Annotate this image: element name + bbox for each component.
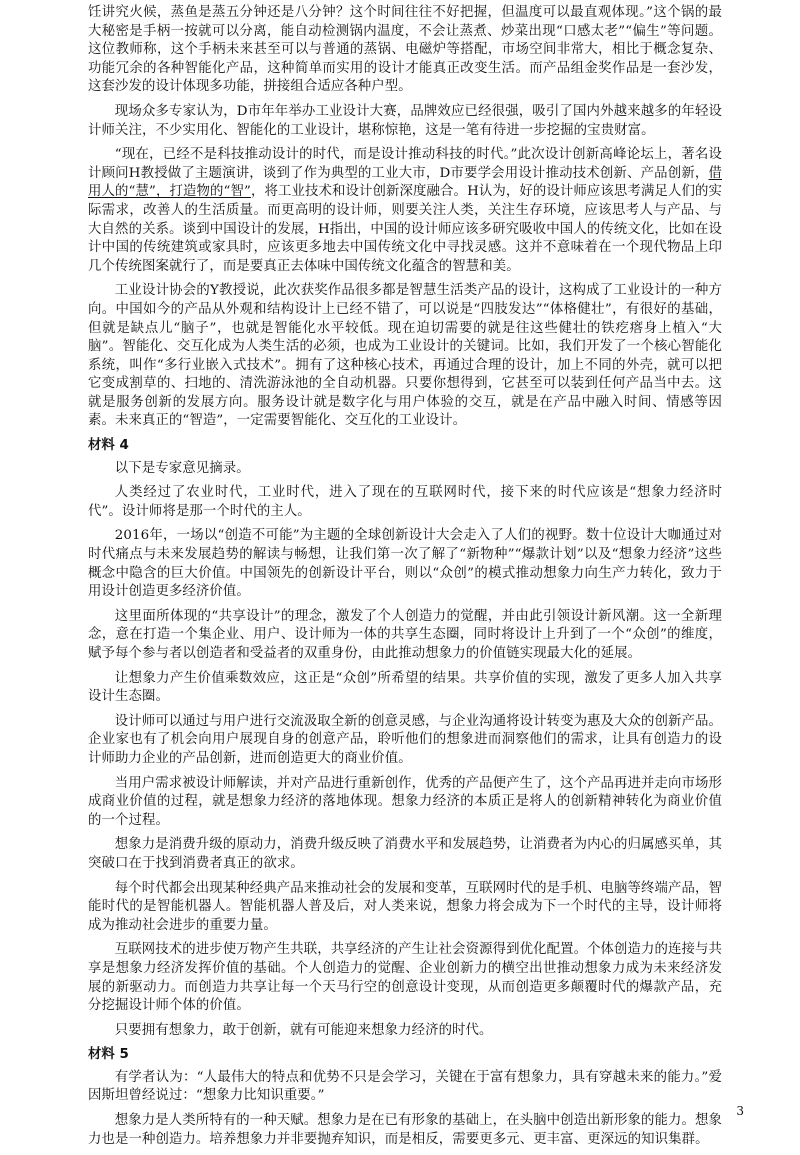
document-page	[88, 4, 722, 1155]
material5-paragraph-2: 想象力是人类所特有的一种天赋。想象力是在已有形象的基础上，在头脑中创造出新形象的能力。想象力也是一种创造力。培养想象力并非要抛弃知识，而是相反，需要更多元、更丰富、更深远的知识集群。	[88, 1113, 722, 1147]
material4-intro: 以下是专家意见摘录。	[114, 460, 250, 476]
material4-paragraph-5: 设计师可以通过与用户进行交流汲取全新的创意灵感，与企业沟通将设计转变为惠及大众的创新产品。企业家也有了机会向用户展现自身的创意产品，聆听他们的想象进而洞察他们的需求，让具有创造力的设计师助力企业的产品创新，进而创造更大的商业价值。	[88, 713, 722, 766]
underlined-phrase: 借用人的“慧”，打造物的“智”	[88, 165, 722, 200]
material3-paragraph-1: 饪讲究火候，蒸鱼是蒸五分钟还是八分钟？这个时间往往不好把握，但温度可以最直观体现。”这个锅的最大秘密是手柄一按就可以分离，能自动检测锅内温度，不会让蒸煮、炒菜出现“口感太老”“偏生”等问题。这位教师称，这个手柄未来甚至可以与普通的蒸锅、电磁炉等搭配，市场空间非常大，相比于概念复杂、功能冗余的各种智能化产品，这种简单而实用的设计才能真正改变生活。而产品组金奖作品是一套沙发，这套沙发的设计体现多功能，拼接组合适应各种户型。	[88, 5, 722, 95]
material4-paragraph-1: 人类经过了农业时代，工业时代，进入了现在的互联网时代，接下来的时代应该是“想象力经济时代”。设计师将是那一个时代的主人。	[88, 485, 722, 519]
material4-paragraph-7: 想象力是消费升级的原动力，消费升级反映了消费水平和发展趋势，让消费者为内心的归属感买单，其突破口在于找到消费者真正的欲求。	[88, 837, 722, 871]
material3-paragraph-3-before: “现在，已经不是科技推动设计的时代，而是设计推动科技的时代。”此次设计创新高峰论坛上，著名设计顾问H教授做了主题演讲，谈到了作为典型的工业大市，D市要学会用设计推动技术创新、产品创新，	[88, 147, 722, 181]
material4-paragraph-10: 只要拥有想象力，敢于创新，就有可能迎来想象力经济的时代。	[114, 1022, 493, 1038]
material5-heading: 材料 5	[88, 1047, 129, 1063]
material4-paragraph-2: 2016年，一场以“创造不可能”为主题的全球创新设计大会走入了人们的视野。数十位设计大咖通过对时代痛点与未来发展趋势的解读与畅想，让我们第一次了解了“新物种”“爆款计划”以及“想象力经济”这些概念中隐含的巨大价值。中国领先的创新设计平台，则以“众创”的模式推动想象力向生产力转化，致力于用设计创造更多经济价值。	[88, 528, 722, 600]
material3-paragraph-3-after: ，将工业技术和设计创新深度融合。H认为，好的设计师应该思考满足人们的实际需求，改善人的生活质量。而更高明的设计师，则要关注人类，关注生存环境，应该思考人与产品、与大自然的关系。谈到中国设计的发展，H指出，中国的设计师应该多研究吸收中国人的传统文化，比如在设计中国的传统建筑或家具时，应该更多地去中国传统文化中寻找灵感。这并不意味着在一个现代物品上印几个传统图案就行了，而是要真正去体味中国传统文化蕴含的智慧和美。	[88, 184, 722, 274]
material4-paragraph-6: 当用户需求被设计师解读，并对产品进行重新创作，优秀的产品便产生了，这个产品再进并走向市场形成商业价值的过程，就是想象力经济的落地体现。想象力经济的本质正是将人的创新精神转化为商业价值的一个过程。	[88, 775, 722, 828]
material3-paragraph-4: 工业设计协会的Y教授说，此次获奖作品很多都是智慧生活类产品的设计，这构成了工业设计的一种方向。中国如今的产品从外观和结构设计上已经不错了，可以说是“四肢发达”“体格健壮”，有很好的基础，但就是缺点儿“脑子”，也就是智能化水平较低。现在迫切需要的就是往这些健壮的铁疙瘩身上植入“大脑”。智能化、交互化成为人类生活的必须，也成为工业设计的关键词。比如，我们开发了一个核心智能化系统，叫作“多行业嵌入式技术”。拥有了这种核心技术，再通过合理的设计，加上不同的外壳，就可以把它变成割草的、扫地的、清洗游泳池的全自动机器。只要你想得到，它甚至可以装到任何产品当中去。这就是服务创新的发展方向。服务设计就是数字化与用户体验的交互，就是在产品中融入时间、情感等因素。未来真正的“智造”，一定需要智能化、交互化的工业设计。	[88, 283, 722, 429]
material5-paragraph-1: 有学者认为：“人最伟大的特点和优势不只是会学习，关键在于富有想象力，具有穿越未来的能力。”爱因斯坦曾经说过：“想象力比知识重要。”	[88, 1069, 722, 1104]
material4-paragraph-9: 互联网技术的进步使万物产生共联，共享经济的产生让社会资源得到优化配置。个体创造力的连接与共享是想象力经济发挥价值的基础。个人创造力的觉醒、企业创新力的横空出世推动想象力成为未来经济发展的新驱动力。而创造力共享让每一个天马行空的创意设计变现，从而创造更多颠覆时代的爆款产品，充分挖掘设计师个体的价值。	[88, 942, 722, 1014]
material4-paragraph-3: 这里面所体现的“共享设计”的理念，激发了个人创造力的觉醒，并由此引领设计新风潮。这一全新理念，意在打造一个集企业、用户、设计师为一体的共享生态圈，同时将设计上升到了一个“众创”的维度，赋予每个参与者以创造者和受益者的双重身份，由此推动想象力的价值链实现最大化的延展。	[88, 608, 722, 661]
material4-heading: 材料 4	[88, 438, 129, 454]
material3-paragraph-2: 现场众多专家认为，D市年年举办工业设计大赛，品牌效应已经很强，吸引了国内外越来越多的年轻设计师关注，不少实用化、智能化的工业设计，堪称惊艳，这是一笔有待进一步挖掘的宝贵财富。	[88, 103, 722, 138]
material3-paragraph-3	[88, 146, 722, 276]
material4-paragraph-4: 让想象力产生价值乘数效应，这正是“众创”所希望的结果。共享价值的实现，激发了更多人加入共享设计生态圈。	[88, 670, 722, 705]
page-number: 3	[736, 1104, 744, 1118]
material4-paragraph-8: 每个时代都会出现某种经典产品来推动社会的发展和变革，互联网时代的是手机、电脑等终端产品，智能时代的是智能机器人。智能机器人普及后，对人类来说，想象力将会成为下一个时代的主导，设计师将成为推动社会进步的重要力量。	[88, 880, 722, 933]
